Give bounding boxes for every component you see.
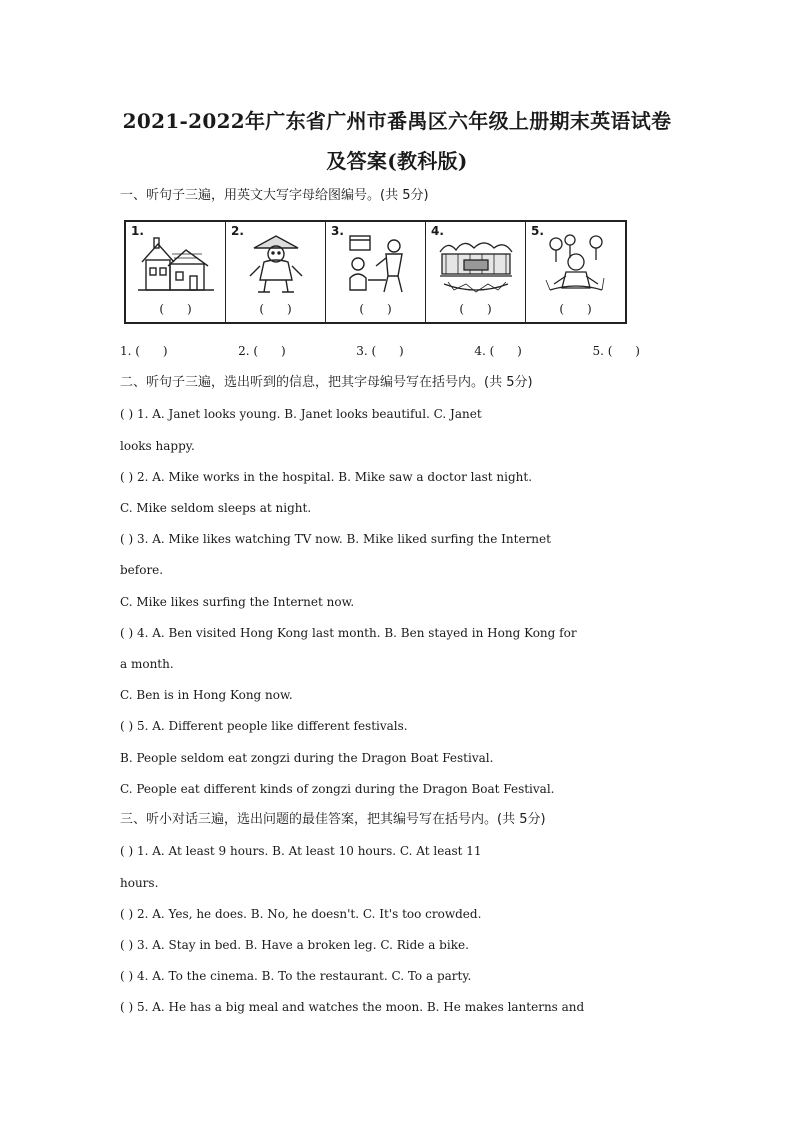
picture-cell-5 bbox=[526, 222, 625, 322]
section2-q4-cont: a month. bbox=[120, 657, 174, 671]
section2-q5-line: ( ) 5. A. Different people like different festivals. bbox=[120, 719, 408, 733]
section2-heading: 二、听句子三遍，选出听到的信息，把其字母编号写在括号内。(共 5分) bbox=[120, 375, 533, 390]
section3-heading: 三、听小对话三遍，选出问题的最佳答案，把其编号写在括号内。(共 5分) bbox=[120, 812, 546, 827]
section3-q3-line: ( ) 3. A. Stay in bed. B. Have a broken leg. C. Ride a bike. bbox=[120, 938, 469, 952]
section2-q1-cont: looks happy. bbox=[120, 439, 195, 453]
farmer-icon bbox=[236, 232, 316, 298]
section2-q3-option-c: C. Mike likes surfing the Internet now. bbox=[120, 595, 355, 609]
picture-cell-1 bbox=[126, 222, 226, 322]
section2-q5-option-b: B. People seldom eat zongzi during the Dragon Boat Festival. bbox=[120, 751, 494, 765]
child-with-flowers-icon bbox=[536, 232, 616, 298]
section2-q3-cont: before. bbox=[120, 563, 164, 577]
section2-q2-line: ( ) 2. A. Mike works in the hospital. B. Mike saw a doctor last night. bbox=[120, 470, 533, 484]
picture-answer-blank[interactable]: ( ) bbox=[259, 302, 292, 316]
picture-cell-2 bbox=[226, 222, 326, 322]
answer-blank-1[interactable]: 1. ( ) bbox=[120, 344, 168, 358]
section2-q2-cont: C. Mike seldom sleeps at night. bbox=[120, 501, 312, 515]
picture-answer-blank[interactable]: ( ) bbox=[559, 302, 592, 316]
picture-cell-4 bbox=[426, 222, 526, 322]
city-scene-icon bbox=[436, 232, 516, 298]
picture-cell-3 bbox=[326, 222, 426, 322]
section2-q5-option-c: C. People eat different kinds of zongzi during the Dragon Boat Festival. bbox=[120, 782, 555, 796]
document-title-line1: 2021-2022年广东省广州市番禺区六年级上册期末英语试卷 bbox=[122, 109, 672, 133]
picture-number: 2. bbox=[231, 224, 244, 238]
house-icon bbox=[136, 232, 216, 298]
section3-q4-line: ( ) 4. A. To the cinema. B. To the restaurant. C. To a party. bbox=[120, 969, 472, 983]
picture-number: 5. bbox=[531, 224, 544, 238]
answer-blank-2[interactable]: 2. ( ) bbox=[238, 344, 286, 358]
answer-blank-5[interactable]: 5. ( ) bbox=[592, 344, 640, 358]
section2-q1-line: ( ) 1. A. Janet looks young. B. Janet looks beautiful. C. Janet bbox=[120, 407, 482, 421]
answer-blank-4[interactable]: 4. ( ) bbox=[474, 344, 522, 358]
section3-q1-line: ( ) 1. A. At least 9 hours. B. At least 10 hours. C. At least 11 bbox=[120, 844, 482, 858]
picture-number: 4. bbox=[431, 224, 444, 238]
picture-answer-blank[interactable]: ( ) bbox=[359, 302, 392, 316]
document-title-line2: 及答案(教科版) bbox=[326, 149, 468, 173]
picture-answer-blank[interactable]: ( ) bbox=[459, 302, 492, 316]
picture-number: 3. bbox=[331, 224, 344, 238]
people-at-table-icon bbox=[336, 232, 416, 298]
picture-number: 1. bbox=[131, 224, 144, 238]
picture-table bbox=[124, 220, 627, 324]
answer-blank-3[interactable]: 3. ( ) bbox=[356, 344, 404, 358]
section3-q2-line: ( ) 2. A. Yes, he does. B. No, he doesn't. C. It's too crowded. bbox=[120, 907, 482, 921]
section2-q4-option-c: C. Ben is in Hong Kong now. bbox=[120, 688, 293, 702]
section3-q1-cont: hours. bbox=[120, 876, 159, 890]
section1-heading: 一、听句子三遍，用英文大写字母给图编号。(共 5分) bbox=[120, 188, 429, 203]
section1-answer-row bbox=[120, 344, 640, 358]
section2-q3-line: ( ) 3. A. Mike likes watching TV now. B. Mike liked surfing the Internet bbox=[120, 532, 551, 546]
section3-q5-line: ( ) 5. A. He has a big meal and watches the moon. B. He makes lanterns and bbox=[120, 1000, 585, 1014]
section2-q4-line: ( ) 4. A. Ben visited Hong Kong last month. B. Ben stayed in Hong Kong for bbox=[120, 626, 577, 640]
picture-answer-blank[interactable]: ( ) bbox=[159, 302, 192, 316]
